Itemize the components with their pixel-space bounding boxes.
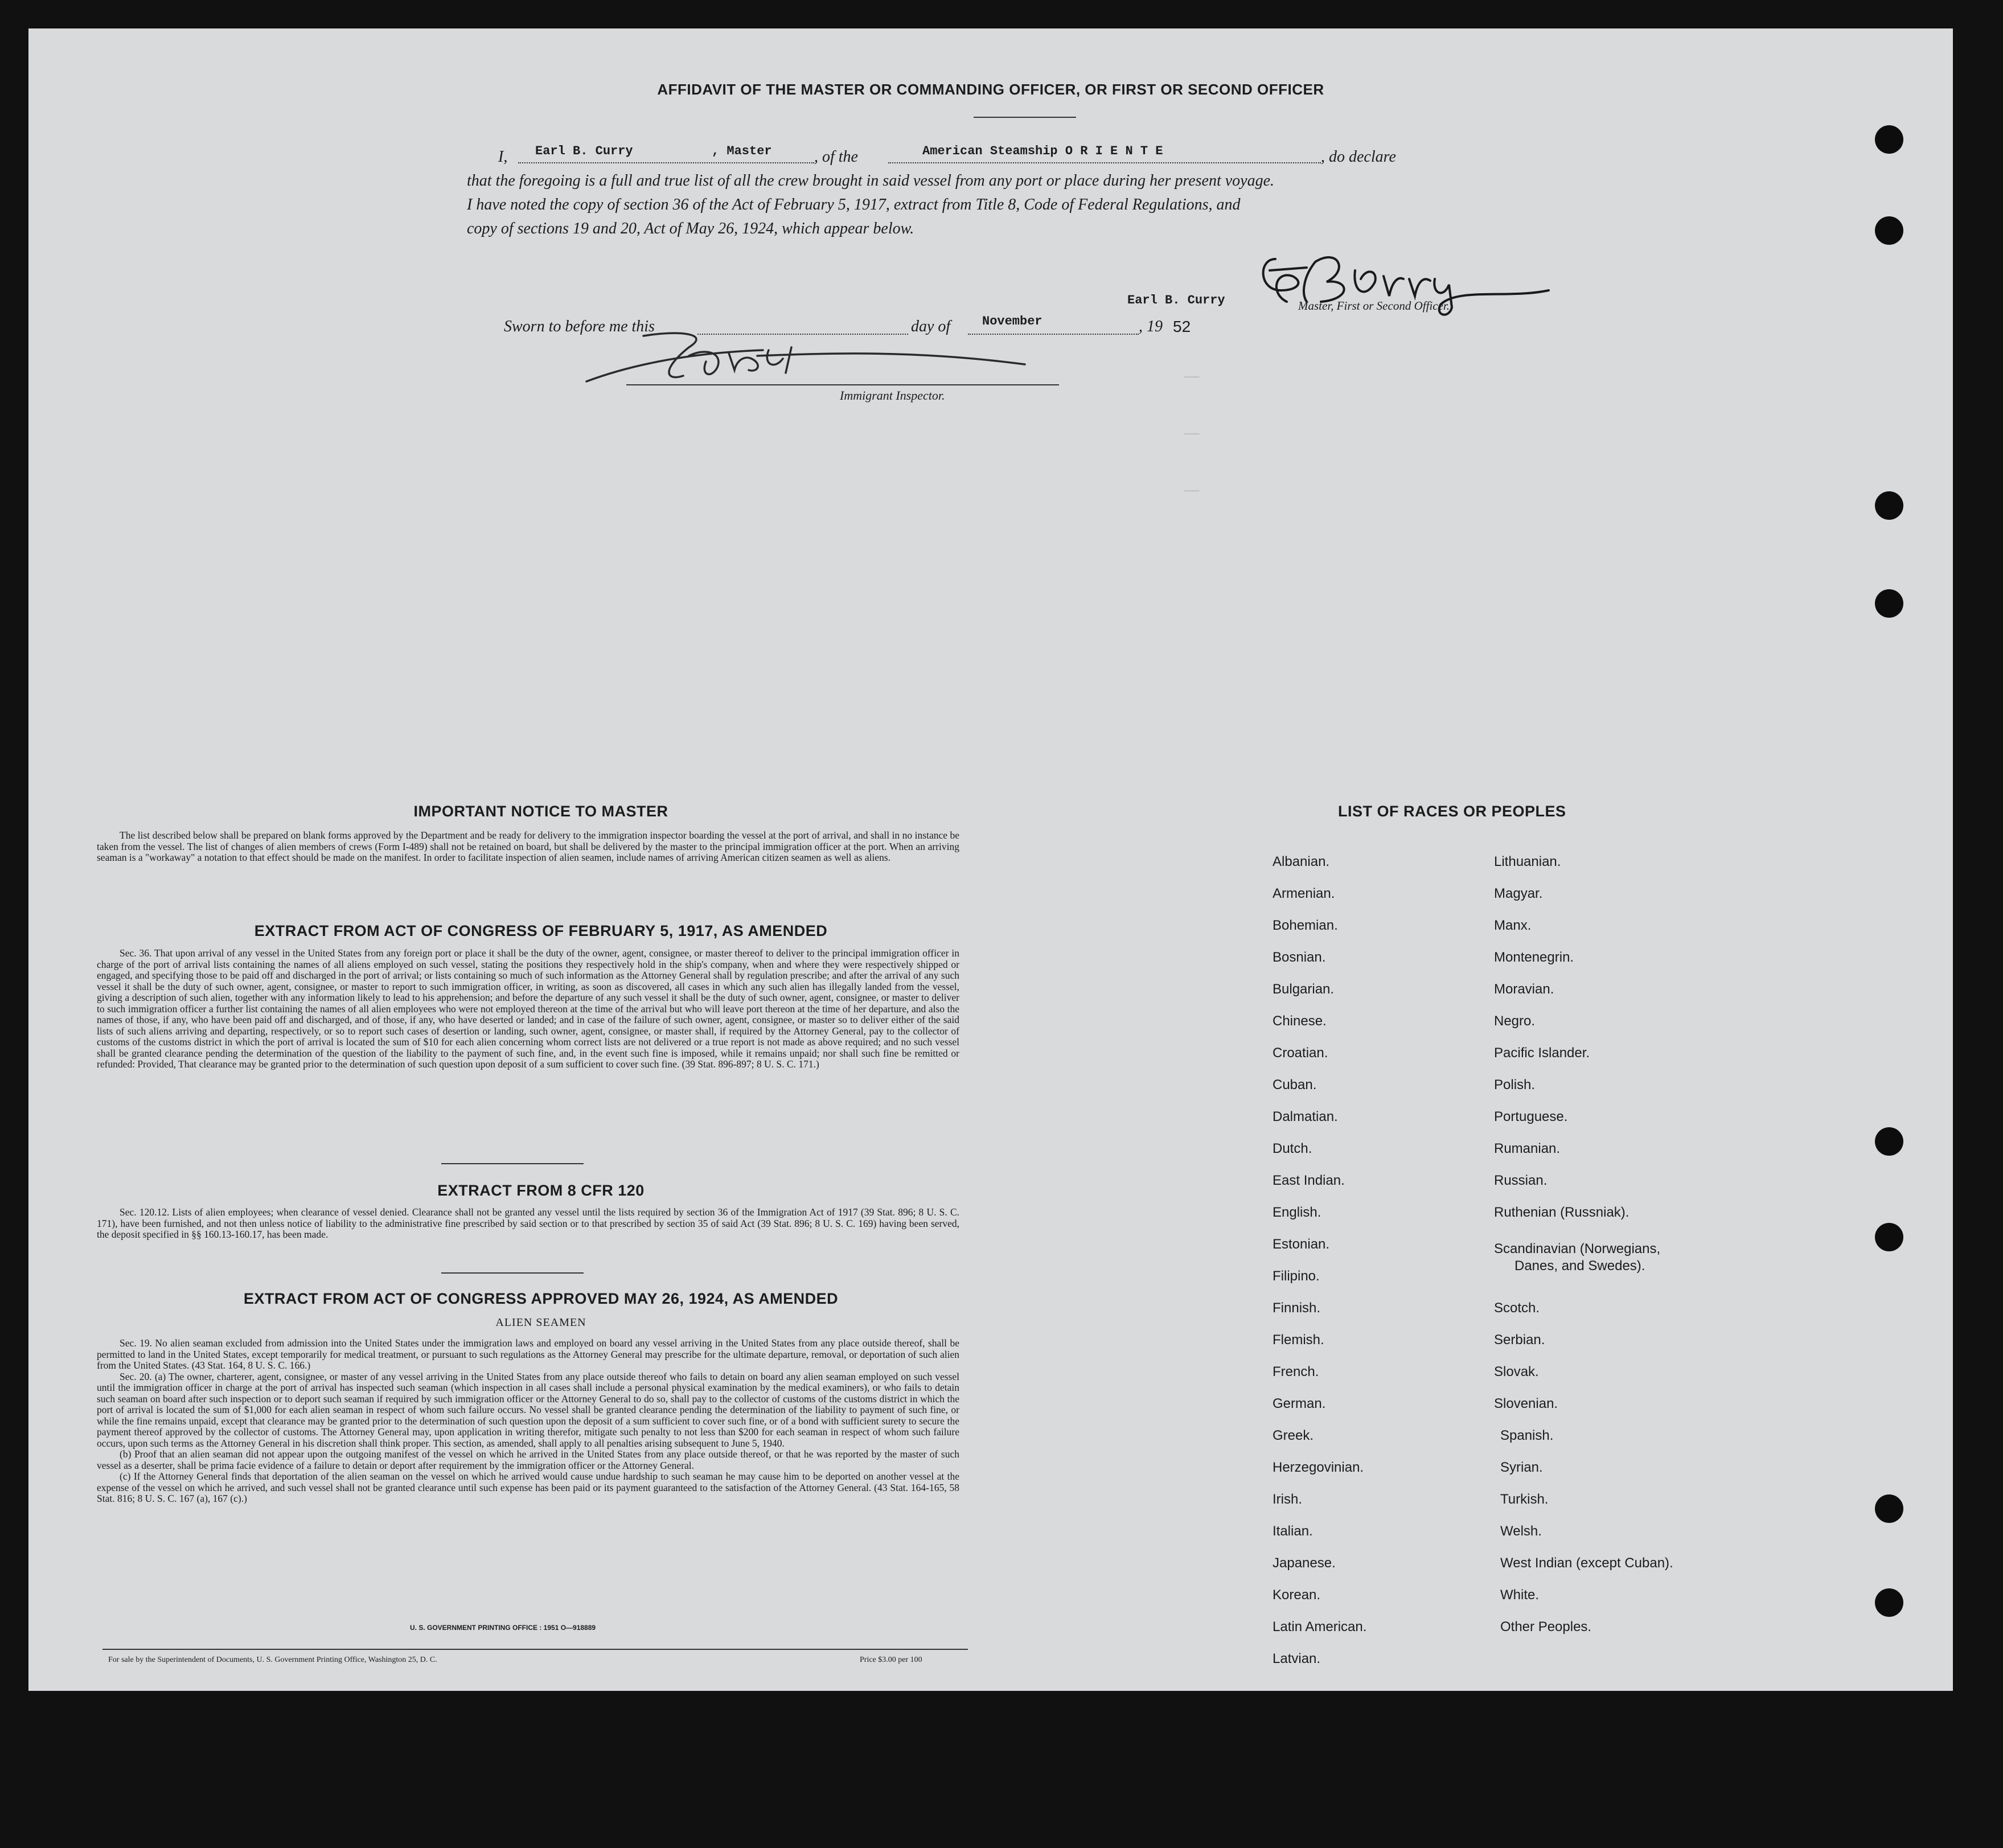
document-page: [28, 28, 1953, 1691]
divider: [441, 1272, 584, 1274]
master-name: Earl B. Curry: [535, 144, 633, 158]
bleed-through: ——: [1184, 427, 1200, 441]
section-19: Sec. 19. No alien seaman excluded from admission into the United States under the immigration laws and employed on board any vessel arriving in the United States from any place outside thereof, shall be permitted to land in the United States, except temporarily for medical treatment, or pursuant to such regulations as the Attorney General may prescribe for the ultimate departure, removal, or deportation of such alien from the United States. (43 Stat. 164, 8 U. S. C. 166.): [97, 1337, 959, 1371]
race-item: Japanese.: [1273, 1555, 1336, 1571]
race-item: Italian.: [1273, 1523, 1313, 1539]
race-item: Other Peoples.: [1500, 1619, 1592, 1635]
divider: [441, 1163, 584, 1164]
race-item: Filipino.: [1273, 1268, 1320, 1284]
signer-title-line: [1298, 299, 1450, 313]
race-item: Scotch.: [1494, 1300, 1540, 1316]
race-item: Portuguese.: [1494, 1109, 1568, 1124]
race-item: Manx.: [1494, 918, 1532, 933]
extract-1924-title: EXTRACT FROM ACT OF CONGRESS APPROVED MAY 26, 1924, AS AMENDED: [243, 1290, 839, 1307]
punch-hole: [1875, 1494, 1903, 1523]
punch-hole: [1875, 1588, 1903, 1617]
cfr-body: Sec. 120.12. Lists of alien employees; when clearance of vessel denied. Clearance shall not be granted any vessel until the lists required by section 36 of the Immigration Act of 1917 (39 Stat. 896; 8 U. S. C. 171), have been furnished, and not then unless notice of liability to the administrative fine prescribed by said section or to that prescribed by section 35 of said Act (39 Stat. 896; 8 U. S. C. 169) having been served, the deposit specified in §§ 160.13-160.17, has been made.: [97, 1206, 959, 1240]
affidavit-statement: [467, 145, 1628, 241]
race-item: Ruthenian (Russniak).: [1494, 1205, 1630, 1220]
declaration-text: copy of sections 19 and 20, Act of May 26, 1924, which appear below.: [467, 220, 914, 237]
inspector-line: [626, 384, 1059, 385]
race-item: Herzegovinian.: [1273, 1460, 1364, 1475]
of-the-label: , of the: [814, 148, 858, 166]
gpo-imprint: U. S. GOVERNMENT PRINTING OFFICE : 1951 O—918889: [410, 1624, 596, 1632]
race-item: Montenegrin.: [1494, 950, 1574, 965]
race-item: East Indian.: [1273, 1173, 1345, 1188]
declaration-line: [467, 145, 1628, 169]
race-item: Welsh.: [1500, 1523, 1542, 1539]
race-item: Lithuanian.: [1494, 854, 1561, 869]
affidavit-title: AFFIDAVIT OF THE MASTER OR COMMANDING OFFICER, OR FIRST OR SECOND OFFICER: [657, 81, 1324, 98]
punch-hole: [1875, 1223, 1903, 1251]
punch-hole: [1875, 1127, 1903, 1156]
section-20b: (b) Proof that an alien seaman did not appear upon the outgoing manifest of the vessel on which he arrived in the United States from any place outside thereof, or that he was reported by the master of such vessel as a deserter, shall be prima facie evidence of a failure to detain or deport after requirement by the immigration officer or the Attorney General.: [97, 1448, 959, 1471]
race-item: Spanish.: [1500, 1428, 1554, 1443]
race-item: Turkish.: [1500, 1492, 1549, 1507]
race-item: Slovak.: [1494, 1364, 1539, 1379]
race-item: Albanian.: [1273, 854, 1330, 869]
section-20a: Sec. 20. (a) The owner, charterer, agent, consignee, or master of any vessel arriving in the United States from any place outside thereof who fails to detain on board any alien seaman employed on such vessel until the immigration officer in charge at the port of arrival has inspected such seaman (which inspection in all cases shall include a personal physical examination by the medical examiners), or who fails to detain such seaman on board after such inspection or to deport such seaman if required by such immigration officer or the Attorney General to do so, shall pay to the collector of customs of the customs district in which the port of arrival is located the sum of $1,000 for each alien seaman in respect of whom such failure occurs. No vessel shall be granted clearance pending the determination of the liability to payment of such fine, or while the fine remains unpaid, except that clearance may be granted prior to the determination of such question upon the deposit of a sum sufficient to cover such fine, or of a bond with sufficient surety to secure the payment thereof approved by the collector of customs. The Attorney General may, upon application in writing therefor, mitigate such penalty to not less than $200 for each seaman in respect of whom such failure occurs, upon such terms as the Attorney General in his discretion shall think proper. This section, as amended, shall apply to all penalties arising subsequent to June 5, 1940.: [97, 1370, 959, 1449]
race-item: Pacific Islander.: [1494, 1045, 1590, 1061]
bleed-through: ——: [1184, 370, 1200, 384]
races-title: LIST OF RACES OR PEOPLES: [1338, 803, 1566, 820]
year-value: 52: [1173, 318, 1191, 335]
master-rank: , Master: [712, 144, 772, 158]
sworn-label: Sworn to before me this: [504, 318, 655, 335]
sale-notice: For sale by the Superintendent of Documents, U. S. Government Printing Office, Washington 25, D. C.: [108, 1656, 437, 1664]
race-item: Moravian.: [1494, 982, 1554, 997]
declaration-text: I have noted the copy of section 36 of the Act of February 5, 1917, extract from Title 8, Code of Federal Regulations, and: [467, 196, 1241, 213]
cfr-title: EXTRACT FROM 8 CFR 120: [437, 1182, 645, 1199]
race-item: Polish.: [1494, 1077, 1536, 1093]
race-item: Serbian.: [1494, 1332, 1545, 1348]
extract-1917-title: EXTRACT FROM ACT OF CONGRESS OF FEBRUARY 5, 1917, AS AMENDED: [254, 922, 828, 939]
race-item: White.: [1500, 1587, 1540, 1603]
race-item: Dutch.: [1273, 1141, 1312, 1156]
notice-title: IMPORTANT NOTICE TO MASTER: [413, 803, 668, 820]
race-item: Dalmatian.: [1273, 1109, 1338, 1124]
race-item: Magyar.: [1494, 886, 1543, 901]
inspector-label: Immigrant Inspector.: [840, 388, 945, 403]
punch-hole: [1875, 125, 1903, 154]
race-item: Bohemian.: [1273, 918, 1338, 933]
race-item: Bosnian.: [1273, 950, 1326, 965]
signer-name: Earl B. Curry: [1127, 293, 1225, 307]
race-item: Russian.: [1494, 1173, 1548, 1188]
extract-1917-body: Sec. 36. That upon arrival of any vessel in the United States from any foreign port or place it shall be the duty of the owner, agent, consignee, or master thereof to deliver to the principal immigration officer in charge of the port of arrival lists containing the names of all aliens employed on such vessel, stating the positions they respectively hold in the ship's company, when and where they were respectively shipped or engaged, and specifying those to be paid off and discharged in the port of arrival; or lists containing so much of such information as the Attorney General shall by regulation prescribe; and after the arrival of any such vessel it shall be the duty of such owner, agent, consignee, or master to report to such immigration officer, in writing, as soon as discovered, all cases in which any such alien has illegally landed from the vessel, giving a description of such alien, together with any information likely to lead to his apprehension; and before the departure of any such vessel it shall be the duty of such owner, agent, consignee, or master to deliver to such immigration officer a further list containing the names of all alien employees who were not employed thereon at the time of the arrival but who will leave port thereon at the time of her departure, and also the names of those, if any, who have been paid off and discharged, and of those, if any, who have deserted or landed; and in case of the failure of such owner, agent, consignee, or master so to deliver either of the said lists of such aliens arriving and departing, respectively, or so to report such cases of desertion or landing, such owner, agent, consignee, or master shall, if required by the Attorney General, pay to the collector of customs of the customs district in which the port of arrival is located the sum of $10 for each alien concerning whom correct lists are not delivered or a true report is not made as above required; and no such vessel shall be granted clearance pending the determination of the question of the liability to the payment of such fine, and, in the event such fine is imposed, while it remains unpaid; nor shall such fine be remitted or refunded: Provided, That clearance may be granted prior to the determination of such question upon deposit of a sum sufficient to cover such fine. (39 Stat. 896-897; 8 U. S. C. 171.): [97, 947, 959, 1070]
race-item: French.: [1273, 1364, 1319, 1379]
race-item: Armenian.: [1273, 886, 1335, 901]
year-prefix: , 19: [1139, 318, 1163, 335]
inspector-signature: [575, 325, 1031, 399]
race-item: German.: [1273, 1396, 1326, 1411]
declaration-text: that the foregoing is a full and true list of all the crew brought in said vessel from any port or place during her present voyage.: [467, 172, 1275, 190]
month-value: November: [982, 314, 1042, 328]
race-item: Syrian.: [1500, 1460, 1543, 1475]
divider: [974, 117, 1076, 118]
race-item: Negro.: [1494, 1013, 1536, 1029]
race-item: Estonian.: [1273, 1237, 1330, 1252]
footer-rule: [102, 1649, 968, 1650]
race-item: Latvian.: [1273, 1651, 1321, 1666]
race-item: Latin American.: [1273, 1619, 1367, 1635]
race-item: Irish.: [1273, 1492, 1303, 1507]
race-item: English.: [1273, 1205, 1321, 1220]
race-item: Danes, and Swedes).: [1514, 1258, 1645, 1274]
race-item: Rumanian.: [1494, 1141, 1561, 1156]
race-item: Slovenian.: [1494, 1396, 1558, 1411]
extract-1924-body: [97, 1338, 959, 1505]
punch-hole: [1875, 491, 1903, 520]
day-of-label: day of: [911, 318, 951, 335]
race-item: Korean.: [1273, 1587, 1321, 1603]
extract-1924-subtitle: ALIEN SEAMEN: [495, 1316, 586, 1329]
race-item: Scandinavian (Norwegians,: [1494, 1241, 1661, 1256]
declare-label: , do declare: [1321, 148, 1396, 166]
i-label: I,: [498, 148, 508, 166]
race-item: Cuban.: [1273, 1077, 1317, 1093]
bleed-through: ——: [1184, 484, 1200, 498]
price-note: Price $3.00 per 100: [860, 1656, 922, 1664]
race-item: Chinese.: [1273, 1013, 1327, 1029]
race-item: West Indian (except Cuban).: [1500, 1555, 1673, 1571]
race-item: Croatian.: [1273, 1045, 1328, 1061]
punch-hole: [1875, 589, 1903, 618]
punch-hole: [1875, 216, 1903, 245]
race-item: Flemish.: [1273, 1332, 1324, 1348]
notice-body: The list described below shall be prepared on blank forms approved by the Department and be ready for delivery to the immigration inspector boarding the vessel at the port of arrival, and shall in no instance be taken from the vessel. The list of changes of alien members of crews (Form I-489) shall not be retained on board, but shall be delivered by the master to the principal immigration officer at the port. When an arriving seaman is a "workaway" a notation to that effect should be made on the manifest. In order to facilitate inspection of alien seamen, include names of arriving American citizen seamen as well as aliens.: [97, 829, 959, 863]
signer-title: Master, First or Second Officer.: [1298, 299, 1450, 313]
race-item: Bulgarian.: [1273, 982, 1335, 997]
race-item: Greek.: [1273, 1428, 1314, 1443]
section-20c: (c) If the Attorney General finds that deportation of the alien seaman on the vessel on which he arrived would cause undue hardship to such seaman he may cause him to be deported on another vessel at the expense of the vessel on which he arrived, and such vessel shall not be granted clearance until such expense has been paid or its payment guaranteed to the satisfaction of the Attorney General. (43 Stat. 164-165, 58 Stat. 816; 8 U. S. C. 167 (a), 167 (c).): [97, 1471, 959, 1504]
race-item: Finnish.: [1273, 1300, 1321, 1316]
vessel-name: American Steamship O R I E N T E: [922, 144, 1163, 158]
